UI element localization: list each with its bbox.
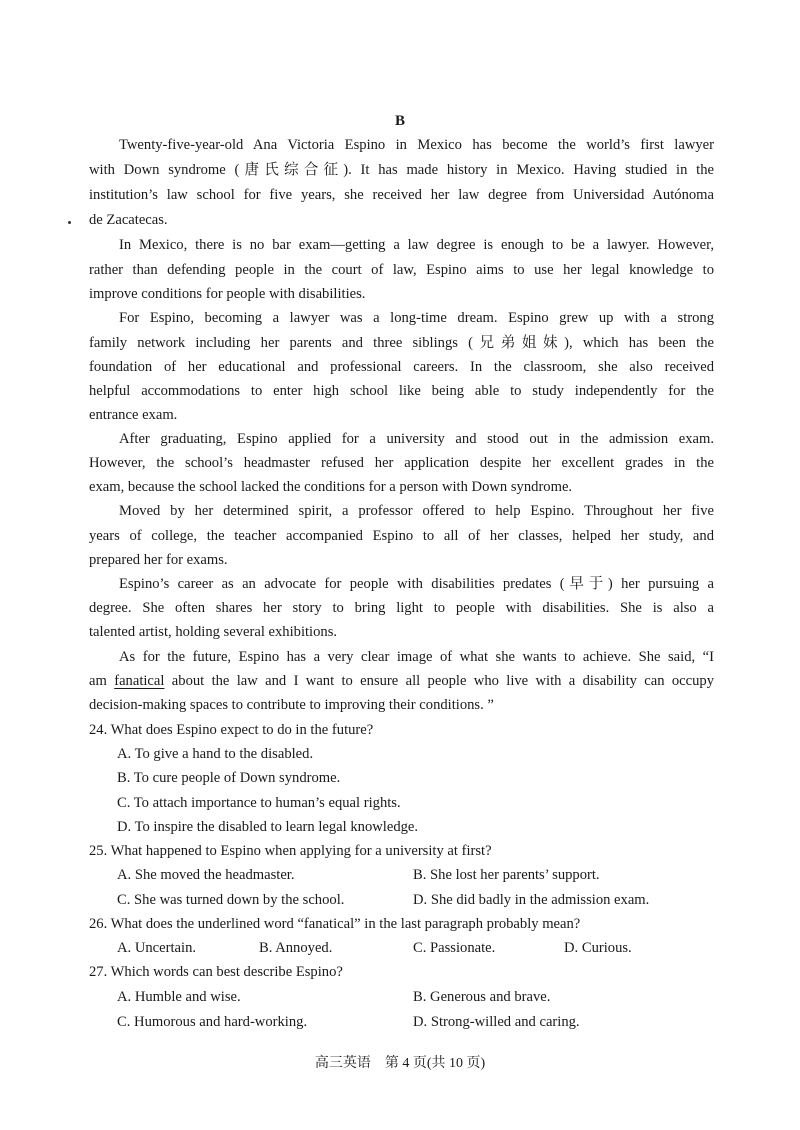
option: A. Uncertain. [117,940,197,956]
option: C. Passionate. [413,940,496,956]
passage-line: For Espino, becoming a lawyer was a long-time dream. Espino grew up with a strong [119,310,714,326]
passage-line: family network including her parents and three siblings (兄弟姐妹), which has been the [89,335,714,351]
option: A. She moved the headmaster. [117,867,295,883]
option: D. Strong-willed and caring. [413,1014,580,1030]
passage-line: degree. She often shares her story to bring light to people with disabilities. She is also a [89,600,714,616]
scan-speck [68,221,71,224]
option: C. To attach importance to human’s equal rights. [117,795,401,811]
option: C. She was turned down by the school. [117,892,345,908]
passage-word: am [89,673,107,689]
passage-line-underlined [89,671,714,691]
option: A. To give a hand to the disabled. [117,746,314,762]
option: B. To cure people of Down syndrome. [117,770,341,786]
passage-line: with Down syndrome (唐氏综合征). It has made history in Mexico. Having studied in the [89,162,714,178]
passage-line: talented artist, holding several exhibitions. [89,624,338,640]
underlined-word: fanatical [114,673,165,689]
passage-line: years of college, the teacher accompanied Espino to all of her classes, helped her study, and [89,528,714,544]
passage-line: helpful accommodations to enter high school like being able to study independently for the [89,383,714,399]
option: D. To inspire the disabled to learn legal knowledge. [117,819,419,835]
passage-line-rest: about the law and I want to ensure all people who live with a disability can occupy [171,673,715,689]
option: D. Curious. [564,940,632,956]
option: B. She lost her parents’ support. [413,867,600,883]
option: B. Generous and brave. [413,989,551,1005]
passage-line: decision-making spaces to contribute to improving their conditions. ” [89,697,494,713]
passage-line: After graduating, Espino applied for a university and stood out in the admission exam. [119,431,714,447]
question-stem: 26. What does the underlined word “fanatical” in the last paragraph probably mean? [89,916,581,932]
passage-line: Twenty-five-year-old Ana Victoria Espino in Mexico has become the world’s first lawyer [119,137,714,153]
passage-line: institution’s law school for five years, she received her law degree from Universidad Autónoma [89,187,714,203]
option: D. She did badly in the admission exam. [413,892,650,908]
passage-line: prepared her for exams. [89,552,228,568]
question-stem: 25. What happened to Espino when applying for a university at first? [89,843,492,859]
passage-line: Moved by her determined spirit, a professor offered to help Espino. Throughout her five [119,503,714,519]
question-stem: 27. Which words can best describe Espino? [89,964,343,980]
page-footer: 高三英语 第 4 页(共 10 页) [314,1056,486,1071]
question-stem: 24. What does Espino expect to do in the future? [89,722,374,738]
passage-line: As for the future, Espino has a very clear image of what she wants to achieve. She said, “I [119,649,714,665]
option: C. Humorous and hard-working. [117,1014,308,1030]
option: A. Humble and wise. [117,989,241,1005]
passage-line: Espino’s career as an advocate for people with disabilities predates (早于) her pursuing a [119,576,714,592]
passage-line: However, the school’s headmaster refused her application despite her excellent grades in the [89,455,714,471]
passage-line: improve conditions for people with disabilities. [89,286,366,302]
passage-line: rather than defending people in the court of law, Espino aims to use her legal knowledge to [89,262,714,278]
passage-line: In Mexico, there is no bar exam—getting a law degree is enough to be a lawyer. However, [119,237,714,253]
passage-line: de Zacatecas. [89,212,168,228]
passage-line: foundation of her educational and professional careers. In the classroom, she also received [89,359,714,375]
passage-line: entrance exam. [89,407,178,423]
option: B. Annoyed. [259,940,333,956]
passage-line: exam, because the school lacked the conditions for a person with Down syndrome. [89,479,573,495]
section-title: B [394,113,405,129]
